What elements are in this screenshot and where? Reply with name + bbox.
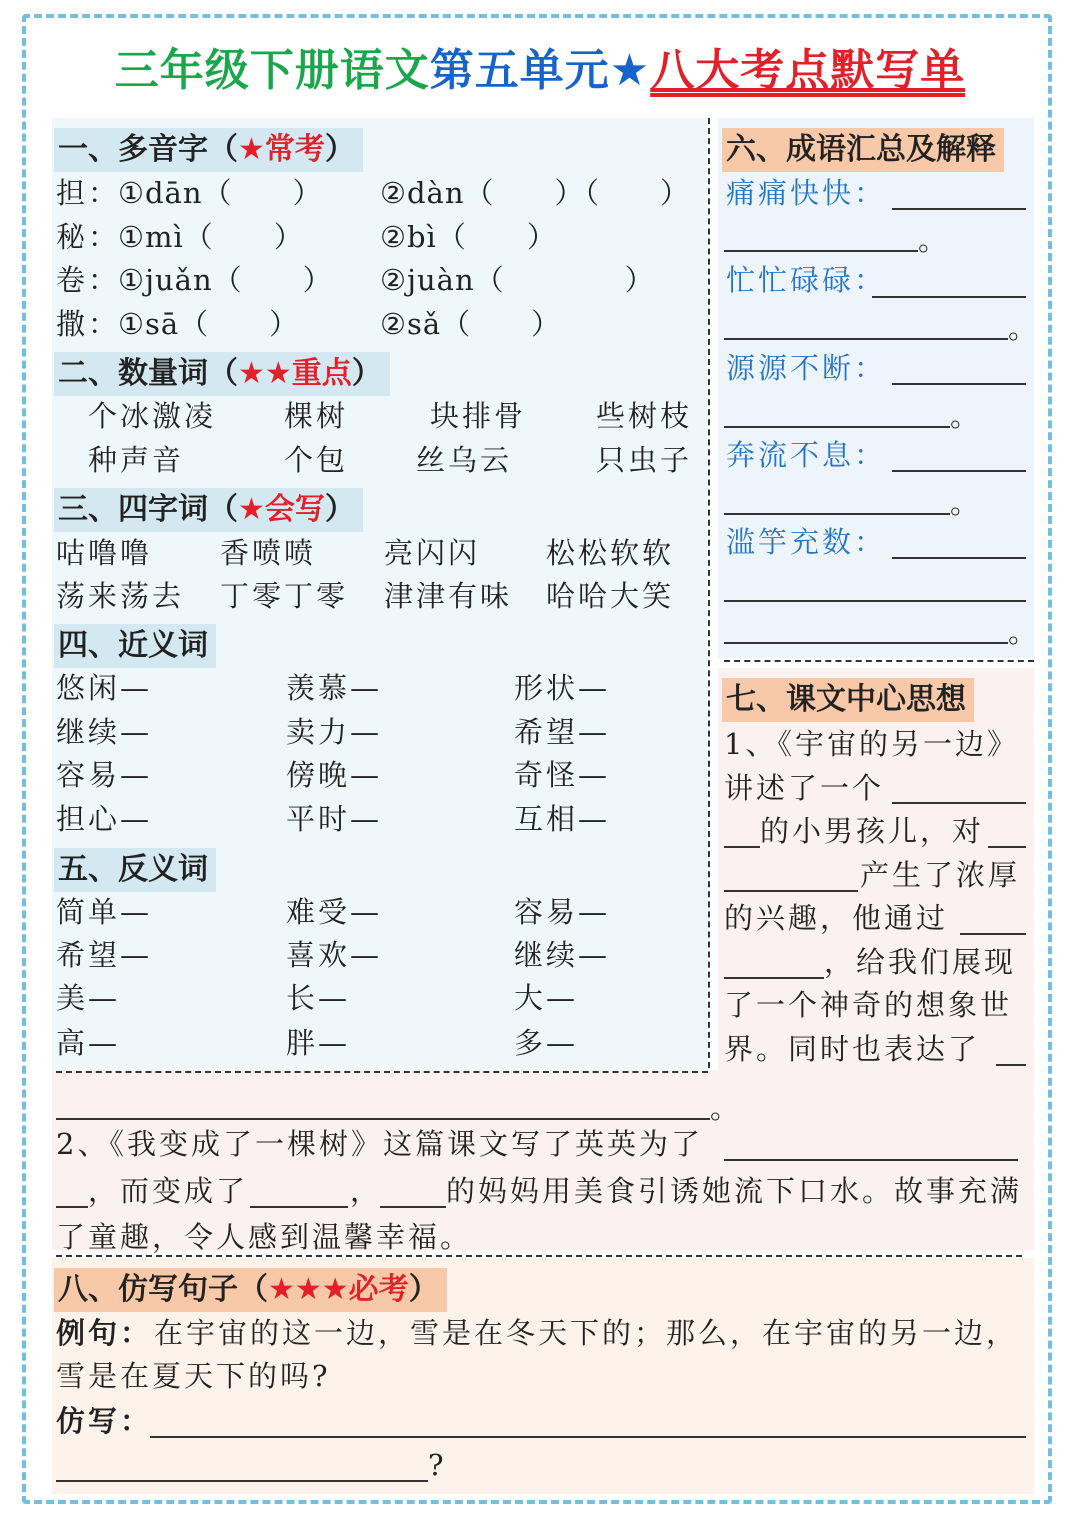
- synonym-item: 平时—: [286, 802, 383, 836]
- answer-blank[interactable]: [892, 180, 1026, 210]
- answer-blank[interactable]: [872, 268, 1026, 298]
- four-char-word: 荡来荡去: [56, 579, 185, 613]
- synonym-item: 卖力—: [286, 715, 383, 749]
- answer-blank[interactable]: [380, 1178, 446, 1208]
- vertical-divider: [708, 118, 710, 1068]
- idiom-term: 忙忙碌碌：: [726, 263, 887, 297]
- summary-line: 了一个神奇的想象世: [724, 988, 1013, 1022]
- divider-bottom: [56, 1255, 1022, 1257]
- answer-blank[interactable]: [996, 1036, 1026, 1066]
- summary-line-2: 了童趣，令人感到温馨幸福。: [56, 1220, 473, 1254]
- synonym-item: 容易—: [56, 758, 153, 792]
- summary-line-2: ，而变成了: [88, 1174, 249, 1208]
- polyphone-reading: ②juàn（ ）: [380, 263, 655, 297]
- four-char-word: 咕噜噜: [56, 536, 153, 570]
- synonym-item: 奇怪—: [514, 758, 611, 792]
- period: 。: [1008, 311, 1041, 345]
- summary-line: 产生了浓厚: [860, 858, 1021, 892]
- example-sentence: 在宇宙的这一边，雪是在冬天下的；那么，在宇宙的另一边，: [154, 1316, 1019, 1350]
- idiom-term: 奔流不息：: [726, 438, 887, 472]
- measure-word-item: 只虫子: [596, 443, 693, 477]
- summary-line: ，给我们展现: [824, 945, 1017, 979]
- polyphone-char: 担：: [56, 176, 121, 210]
- idiom-term: 滥竽充数：: [726, 525, 887, 559]
- antonym-item: 胖—: [286, 1026, 351, 1060]
- answer-blank[interactable]: [892, 774, 1026, 804]
- section-heading-four-char-words: 三、四字词（★会写）: [54, 488, 363, 532]
- answer-blank[interactable]: [250, 1178, 348, 1208]
- antonym-item: 简单—: [56, 895, 153, 929]
- synonym-item: 担心—: [56, 802, 153, 836]
- answer-blank[interactable]: [892, 442, 1026, 472]
- antonym-item: 长—: [286, 981, 351, 1015]
- period: 。: [950, 486, 983, 520]
- answer-blank[interactable]: [724, 818, 760, 848]
- synonym-item: 互相—: [514, 802, 611, 836]
- polyphone-reading: ①dān（ ）: [118, 176, 323, 210]
- divider-right: [724, 660, 1034, 662]
- section-heading-idioms: 六、成语汇总及解释: [722, 128, 1004, 172]
- idiom-term: 痛痛快快：: [726, 176, 887, 210]
- synonym-item: 悠闲—: [56, 671, 153, 705]
- summary-line: 的小男孩儿，对: [760, 814, 985, 848]
- measure-word-item: 丝乌云: [416, 443, 513, 477]
- four-char-word: 亮闪闪: [384, 536, 481, 570]
- section-heading-central-idea: 七、课文中心思想: [722, 678, 974, 722]
- imitate-label: 仿写：: [56, 1404, 153, 1438]
- answer-blank[interactable]: [724, 572, 1026, 602]
- polyphone-char: 秘：: [56, 220, 121, 254]
- period: 。: [950, 399, 983, 433]
- period: 。: [710, 1091, 743, 1125]
- example-label: 例句：: [56, 1316, 153, 1350]
- example-sentence: 雪是在夏天下的吗?: [56, 1359, 331, 1393]
- summary-line-2: 2、《我变成了一棵树》这篇课文写了英英为了: [56, 1127, 703, 1161]
- section-heading-polyphone: 一、多音字（★常考）: [54, 128, 363, 172]
- four-char-word: 香喷喷: [220, 536, 317, 570]
- antonym-item: 高—: [56, 1026, 121, 1060]
- title-part2: 第五单元★: [429, 45, 651, 96]
- synonym-item: 希望—: [514, 715, 611, 749]
- four-char-word: 丁零丁零: [220, 579, 349, 613]
- synonym-item: 羡慕—: [286, 671, 383, 705]
- measure-word-item: 棵树: [284, 399, 349, 433]
- answer-blank[interactable]: [724, 614, 1008, 644]
- idiom-term: 源源不断：: [726, 351, 887, 385]
- answer-blank[interactable]: [724, 485, 950, 515]
- title-part1: 三年级下册语文: [114, 45, 430, 96]
- answer-blank[interactable]: [56, 1178, 88, 1208]
- synonym-item: 傍晚—: [286, 758, 383, 792]
- polyphone-reading: ①juǎn（ ）: [118, 263, 333, 297]
- question-mark: ?: [428, 1448, 447, 1482]
- answer-blank[interactable]: [724, 1131, 1018, 1161]
- imitation-answer-blank[interactable]: [150, 1408, 1026, 1438]
- synonym-item: 形状—: [514, 671, 611, 705]
- polyphone-char: 卷：: [56, 263, 121, 297]
- answer-blank[interactable]: [724, 862, 858, 892]
- section-heading-antonyms: 五、反义词: [54, 848, 216, 892]
- polyphone-reading: ①sā（ ）: [118, 307, 300, 341]
- period: 。: [918, 223, 951, 257]
- summary-line: 1、《宇宙的另一边》: [724, 727, 1019, 761]
- imitation-answer-blank[interactable]: [56, 1452, 428, 1482]
- answer-blank[interactable]: [56, 1090, 710, 1120]
- synonym-item: 继续—: [56, 715, 153, 749]
- four-char-word: 津津有味: [384, 579, 513, 613]
- measure-word-item: 个冰激凌: [88, 399, 217, 433]
- page-title: [0, 34, 1080, 98]
- measure-word-item: 块排骨: [430, 399, 527, 433]
- summary-line: 界。同时也表达了: [724, 1032, 981, 1066]
- measure-word-item: 些树枝: [596, 399, 693, 433]
- answer-blank[interactable]: [892, 355, 1026, 385]
- antonym-item: 多—: [514, 1026, 579, 1060]
- polyphone-reading: ②dàn（ ）（ ）: [380, 176, 691, 210]
- answer-blank[interactable]: [960, 905, 1026, 935]
- four-char-word: 哈哈大笑: [546, 579, 675, 613]
- antonym-item: 喜欢—: [286, 938, 383, 972]
- answer-blank[interactable]: [724, 949, 824, 979]
- measure-word-item: 个包: [284, 443, 349, 477]
- summary-line-2: 的妈妈用美食引诱她流下口水。故事充满: [446, 1174, 1023, 1208]
- four-char-word: 松松软软: [546, 536, 675, 570]
- section-heading-synonyms: 四、近义词: [54, 624, 216, 668]
- summary-line: 讲述了一个: [724, 771, 885, 805]
- polyphone-reading: ①mì（ ）: [118, 220, 304, 254]
- polyphone-char: 撒：: [56, 307, 121, 341]
- answer-blank[interactable]: [892, 529, 1026, 559]
- summary-line: 的兴趣，他通过: [724, 901, 949, 935]
- antonym-item: 继续—: [514, 938, 611, 972]
- antonym-item: 美—: [56, 981, 121, 1015]
- period: 。: [1008, 615, 1041, 649]
- measure-word-item: 种声音: [88, 443, 185, 477]
- answer-blank[interactable]: [988, 818, 1026, 848]
- answer-blank[interactable]: [724, 222, 918, 252]
- answer-blank[interactable]: [724, 310, 1008, 340]
- summary-line-2: ，: [350, 1174, 383, 1208]
- section-heading-measure-words: 二、数量词（★★重点）: [54, 352, 390, 396]
- antonym-item: 容易—: [514, 895, 611, 929]
- polyphone-reading: ②sǎ（ ）: [380, 307, 562, 341]
- antonym-item: 希望—: [56, 938, 153, 972]
- polyphone-reading: ②bì（ ）: [380, 220, 557, 254]
- section-heading-imitation: 八、仿写句子（★★★必考）: [54, 1268, 447, 1312]
- antonym-item: 难受—: [286, 895, 383, 929]
- divider-left: [56, 1071, 708, 1073]
- title-part3: 八大考点默写单: [650, 45, 966, 96]
- antonym-item: 大—: [514, 981, 579, 1015]
- answer-blank[interactable]: [724, 398, 950, 428]
